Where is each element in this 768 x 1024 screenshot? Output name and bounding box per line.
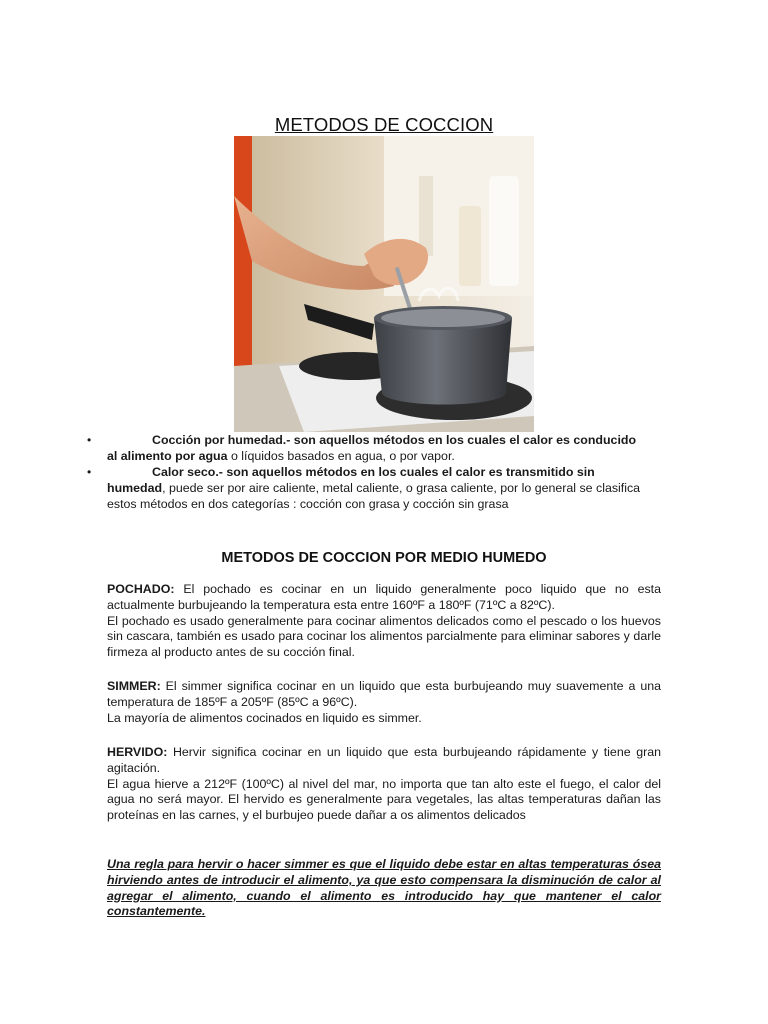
paragraph-pochado — [107, 582, 661, 661]
bullet-text: , puede ser por aire caliente, metal caliente, o grasa caliente, por lo general se clasifica estos métodos en dos categorías : cocción con grasa y cocción sin grasa — [107, 481, 641, 511]
bullet-bold-text: Cocción por humedad.- son aquellos métodos en los cuales el calor es conducido al alimento por agua — [107, 433, 637, 463]
term-label: SIMMER: — [107, 679, 161, 693]
term-label: HERVIDO: — [107, 745, 168, 759]
paragraph-text: Hervir significa cocinar en un liquido que esta burbujeando rápidamente y tiene gran agitación. — [107, 745, 661, 775]
bullet-text: o líquidos basados en agua, o por vapor. — [227, 449, 455, 463]
section-title: METODOS DE COCCION POR MEDIO HUMEDO — [221, 550, 547, 566]
cooking-pot-photo — [234, 136, 534, 432]
cooking-methods-list — [84, 432, 644, 512]
bullet-icon: • — [87, 433, 92, 447]
paragraph-hervido — [107, 745, 661, 824]
list-item — [84, 464, 644, 512]
bullet-icon: • — [87, 465, 92, 479]
term-label: POCHADO: — [107, 582, 175, 596]
paragraph-text: El agua hierve a 212ºF (100ºC) al nivel del mar, no importa que tan alto este el fuego, el calor del agua no será mayor. El hervido es generalmente para vegetales, las altas temperaturas dañan las proteínas en las carnes, y el burbujeo puede dañar a os alimentos delicados — [107, 776, 661, 823]
paragraph-text: El pochado es cocinar en un liquido generalmente poco liquido que no esta actualmente burbujeando la temperatura esta entre 160ºF a 180ºF (71ºC a 82ºC). — [107, 582, 661, 612]
bullet-bold-text: Calor seco.- son aquellos métodos en los cuales el calor es transmitido sin humedad — [107, 465, 595, 495]
list-item — [84, 432, 644, 464]
paragraph-text: El pochado es usado generalmente para cocinar alimentos delicados como el pescado o los huevos sin cascara, también es usado para cocinar los alimentos parcialmente para eliminar sabores y darle firmeza al producto antes de su cocción final. — [107, 613, 661, 660]
paragraph-simmer — [107, 679, 661, 726]
document-title: METODOS DE COCCION — [274, 114, 494, 135]
paragraph-text: La mayoría de alimentos cocinados en liquido es simmer. — [107, 710, 422, 725]
paragraph-text: El simmer significa cocinar en un liquido que esta burbujeando muy suavemente a una temperatura de 185ºF a 205ºF (85ºC a 96ºC). — [107, 679, 661, 709]
boiling-rule-note: Una regla para hervir o hacer simmer es que el liquido debe estar en altas temperaturas ósea hirviendo antes de introducir el alimento, ya que esto compensara la disminución de calor al agregar el alimento, cuando el alimento es introducido hay que mantener el calor constantemente. — [107, 857, 661, 919]
